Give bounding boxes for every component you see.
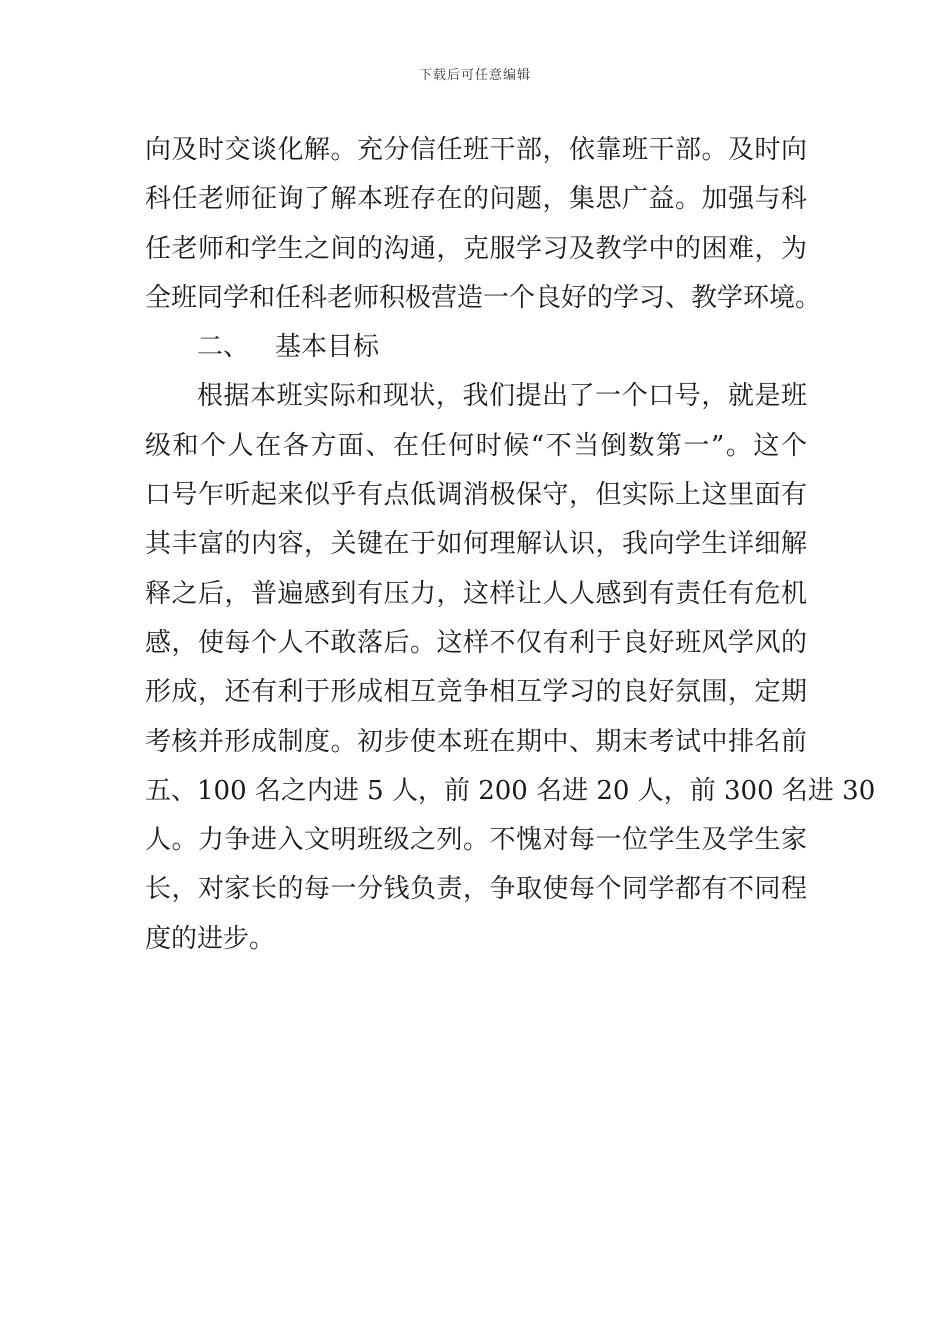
page-header: 下载后可任意编辑 bbox=[418, 68, 531, 83]
paragraph-line: 长，对家长的每一分钱负责，争取使每个同学都有不同程 bbox=[145, 874, 807, 905]
paragraph-line: 释之后，普遍感到有压力，这样让人人感到有责任有危机 bbox=[145, 578, 807, 609]
paragraph-line: 任老师和学生之间的沟通，克服学习及教学中的困难，为 bbox=[145, 233, 807, 264]
paragraph-1 bbox=[145, 126, 822, 323]
paragraph-line: 度的进步。 bbox=[145, 923, 276, 954]
paragraph-line: 级和个人在各方面、在任何时候“不当倒数第一”。这个 bbox=[145, 430, 807, 461]
document-body bbox=[145, 126, 876, 964]
section-title: 基本目标 bbox=[275, 332, 380, 363]
paragraph-line: 形成，还有利于形成相互竞争相互学习的良好氛围，定期 bbox=[145, 677, 807, 708]
paragraph-line: 科任老师征询了解本班存在的问题，集思广益。加强与科 bbox=[145, 184, 807, 215]
paragraph-line: 口号乍听起来似乎有点低调消极保守，但实际上这里面有 bbox=[145, 480, 807, 511]
paragraph-line: 五、100 名之内进 5 人，前 200 名进 20 人，前 300 名进 30 bbox=[145, 775, 876, 806]
section-heading bbox=[145, 323, 807, 372]
paragraph-line: 感，使每个人不敢落后。这样不仅有利于良好班风学风的 bbox=[145, 627, 807, 658]
paragraph-line: 根据本班实际和现状，我们提出了一个口号，就是班 bbox=[197, 381, 807, 412]
paragraph-line: 其丰富的内容，关键在于如何理解认识，我向学生详细解 bbox=[145, 529, 807, 560]
section-number: 二、 bbox=[197, 332, 250, 363]
paragraph-line: 考核并形成制度。初步使本班在期中、期末考试中排名前 bbox=[145, 726, 807, 757]
paragraph-line: 全班同学和任科老师积极营造一个良好的学习、教学环境。 bbox=[145, 282, 822, 313]
paragraph-2 bbox=[145, 372, 876, 964]
paragraph-line: 向及时交谈化解。充分信任班干部，依靠班干部。及时向 bbox=[145, 135, 807, 165]
paragraph-line: 人。力争进入文明班级之列。不愧对每一位学生及学生家 bbox=[145, 825, 807, 856]
